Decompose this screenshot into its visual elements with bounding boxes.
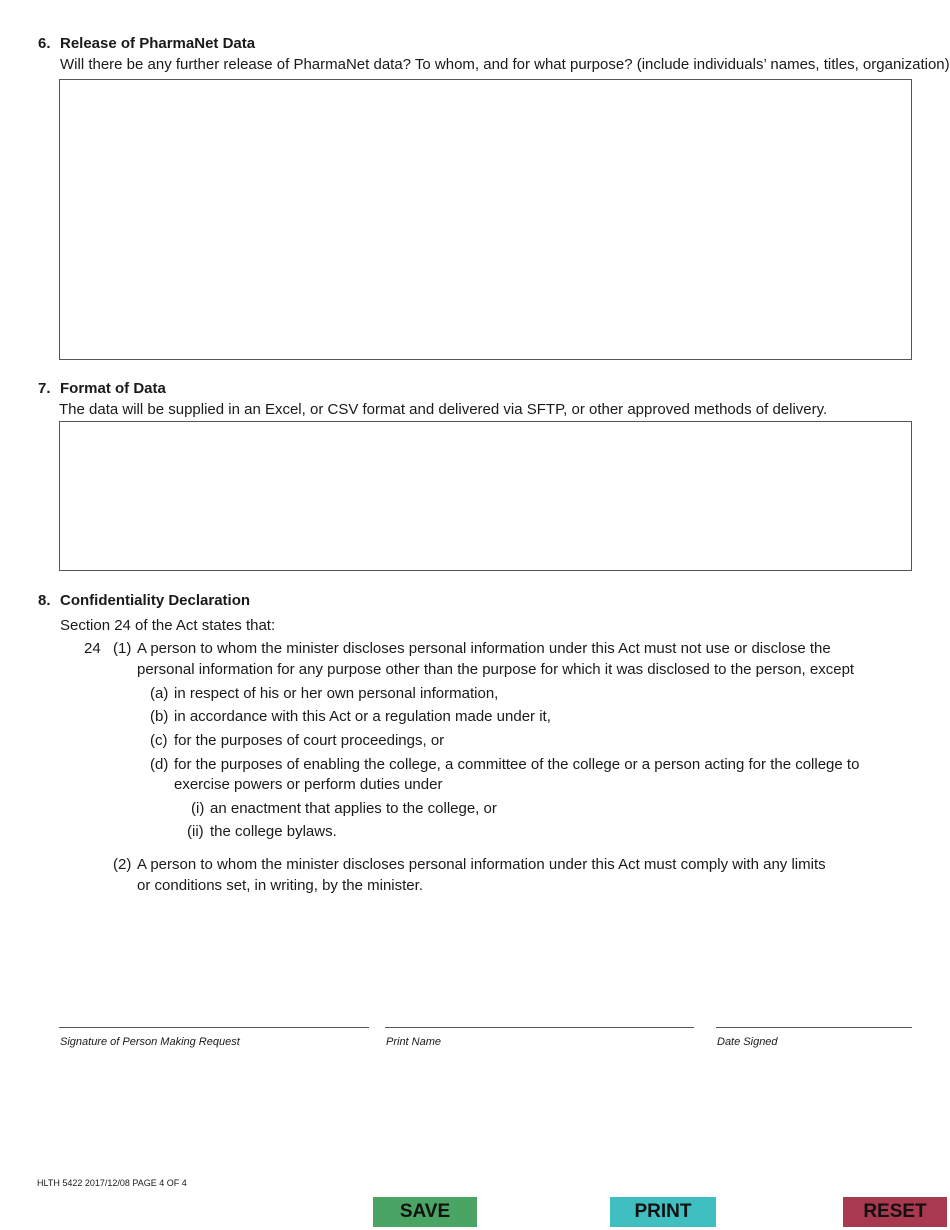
clause-c-number: (c) — [150, 732, 168, 749]
subsection-1-line-1: A person to whom the minister discloses personal information under this Act must not use or disclose the — [137, 640, 831, 657]
section-6-question: Will there be any further release of PharmaNet data? To whom, and for what purpose? (include individuals’ names, titles, organization) — [60, 56, 950, 73]
reset-button[interactable]: RESET — [843, 1197, 947, 1227]
form-code: HLTH 5422 2017/12/08 PAGE 4 OF 4 — [37, 1178, 187, 1188]
format-data-field[interactable] — [59, 421, 912, 571]
clause-b-number: (b) — [150, 708, 169, 725]
date-signed-label: Date Signed — [717, 1036, 778, 1048]
subsection-1-number: (1) — [113, 640, 132, 657]
clause-d-line-2: exercise powers or perform duties under — [174, 776, 443, 793]
section-7-number: 7. — [38, 380, 51, 397]
subsection-2-number: (2) — [113, 856, 132, 873]
section-8-intro: Section 24 of the Act states that: — [60, 617, 276, 634]
section-8-number: 8. — [38, 592, 51, 609]
subclause-i-number: (i) — [191, 800, 205, 817]
section-6-number: 6. — [38, 35, 51, 52]
signature-line[interactable] — [59, 1027, 369, 1028]
save-button[interactable]: SAVE — [373, 1197, 477, 1227]
subsection-2-line-1: A person to whom the minister discloses personal information under this Act must comply with any limits — [137, 856, 826, 873]
clause-a-number: (a) — [150, 685, 169, 702]
clause-d-number: (d) — [150, 756, 169, 773]
section-24-number: 24 — [84, 640, 101, 657]
section-6-title: Release of PharmaNet Data — [60, 35, 256, 52]
subsection-1-line-2: personal information for any purpose other than the purpose for which it was disclosed to the person, except — [137, 661, 855, 678]
section-8-title: Confidentiality Declaration — [60, 592, 251, 609]
clause-d-line-1: for the purposes of enabling the college, a committee of the college or a person acting for the college to — [174, 756, 860, 773]
print-button[interactable]: PRINT — [610, 1197, 716, 1227]
print-name-line[interactable] — [385, 1027, 694, 1028]
signature-label: Signature of Person Making Request — [60, 1036, 240, 1048]
date-signed-line[interactable] — [716, 1027, 912, 1028]
section-7-title: Format of Data — [60, 380, 166, 397]
subclause-i-text: an enactment that applies to the college, or — [210, 800, 497, 817]
release-data-field[interactable] — [59, 79, 912, 360]
section-7-description: The data will be supplied in an Excel, or CSV format and delivered via SFTP, or other approved methods of delivery. — [59, 401, 828, 418]
clause-b-text: in accordance with this Act or a regulation made under it, — [174, 708, 551, 725]
clause-a-text: in respect of his or her own personal information, — [174, 685, 499, 702]
print-name-label: Print Name — [386, 1036, 442, 1048]
clause-c-text: for the purposes of court proceedings, or — [174, 732, 445, 749]
subclause-ii-number: (ii) — [187, 823, 204, 840]
subclause-ii-text: the college bylaws. — [210, 823, 337, 840]
subsection-2-line-2: or conditions set, in writing, by the minister. — [137, 877, 423, 894]
